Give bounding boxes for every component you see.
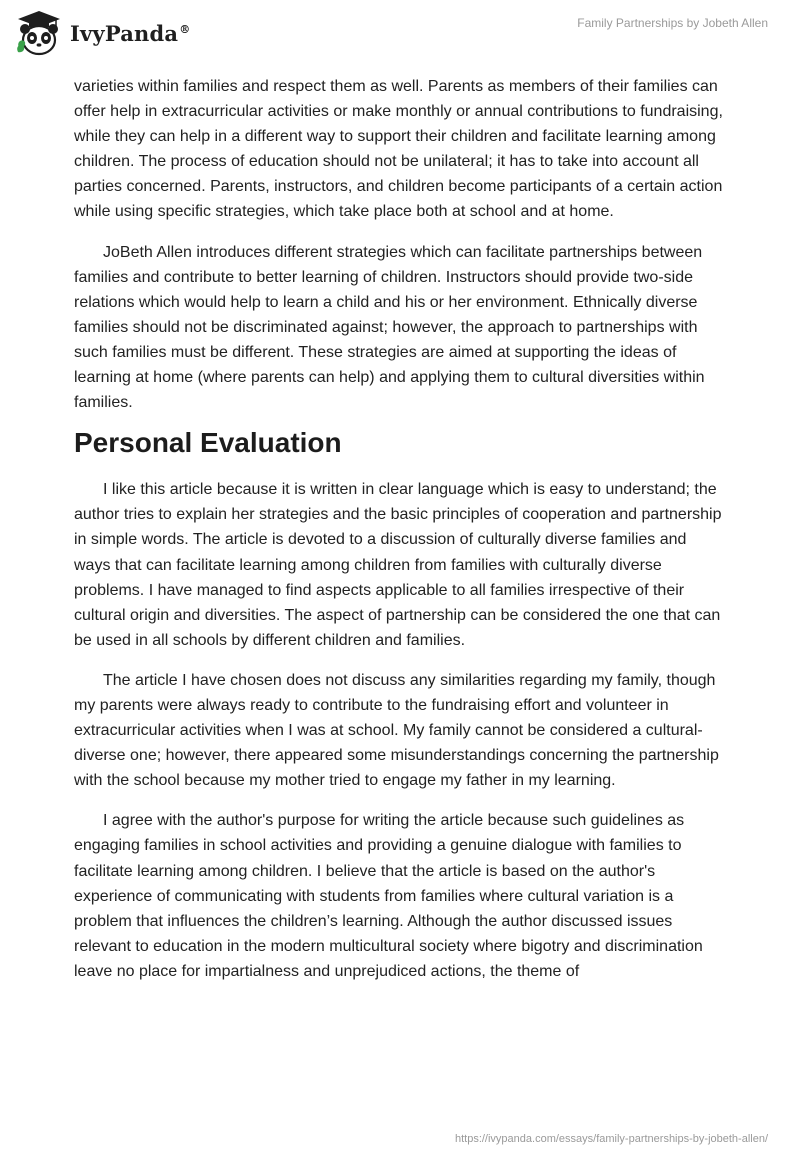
paragraph-3: I like this article because it is written in clear language which is easy to understand; the author tries to explain her strategies and the basic principles of cooperation and partnership in simple words. The article is devoted to a discussion of culturally diverse families and ways that can facilitate learning among children from families with culturally diverse problems. I have managed to find aspects applicable to all families irrespective of their cultural origin and diversities. The aspect of partnership can be considered the one that can be used in all schools by different children and families. — [74, 481, 722, 649]
source-url[interactable]: https://ivypanda.com/essays/family-partnerships-by-jobeth-allen/ — [454, 1133, 768, 1145]
panda-mascot-icon — [14, 8, 64, 58]
paragraph-5: I agree with the author's purpose for writing the article because such guidelines as engaging families in school activities and providing a genuine dialogue with families to facilitate learning among children. I believe that the article is based on the author's experience of communicating with students from families where cultural variation is a problem that influences the children’s learning. Although the author discussed issues relevant to education in the modern multicultural society where bigotry and discrimination leave no place for impartialness and unprejudiced actions, the theme of — [74, 812, 703, 980]
paragraph-1: varieties within families and respect them as well. Parents as members of their families can offer help in extracurricular activities or make monthly or annual contributions to fundraising, while they can help in a different way to support their children and facilitate learning among children. The process of education should not be unilateral; it has to take into account all parties concerned. Parents, instructors, and children become participants of a certain action while using specific strategies, which take place both at school and at home. — [74, 78, 723, 221]
page-header — [0, 0, 800, 70]
essay-body — [74, 74, 726, 984]
paragraph-2: JoBeth Allen introduces different strategies which can facilitate partnerships between families and contribute to better learning of children. Instructors should provide two-side relations which would help to learn a child and his or her environment. Ethnically diverse families should not be discriminated against; however, the approach to partnerships with such families must be different. These strategies are aimed at supporting the ideas of learning at home (where parents can help) and applying them to cultural diversities within families. — [74, 243, 705, 412]
section-heading: Personal Evaluation — [74, 427, 342, 459]
brand-name: IvyPanda® — [70, 20, 191, 46]
paragraph-4: The article I have chosen does not discuss any similarities regarding my family, though my parents were always ready to contribute to the fundraising effort and volunteer in extracurricular activities when I was at school. My family cannot be considered a cultural-diverse one; however, there appeared some misunderstandings concerning the partnership with the school because my mother tried to engage my father in my learning. — [74, 671, 719, 790]
document-title: Family Partnerships by Jobeth Allen — [577, 16, 768, 30]
ivypanda-logo[interactable] — [14, 7, 190, 59]
registered-mark: ® — [179, 22, 191, 36]
